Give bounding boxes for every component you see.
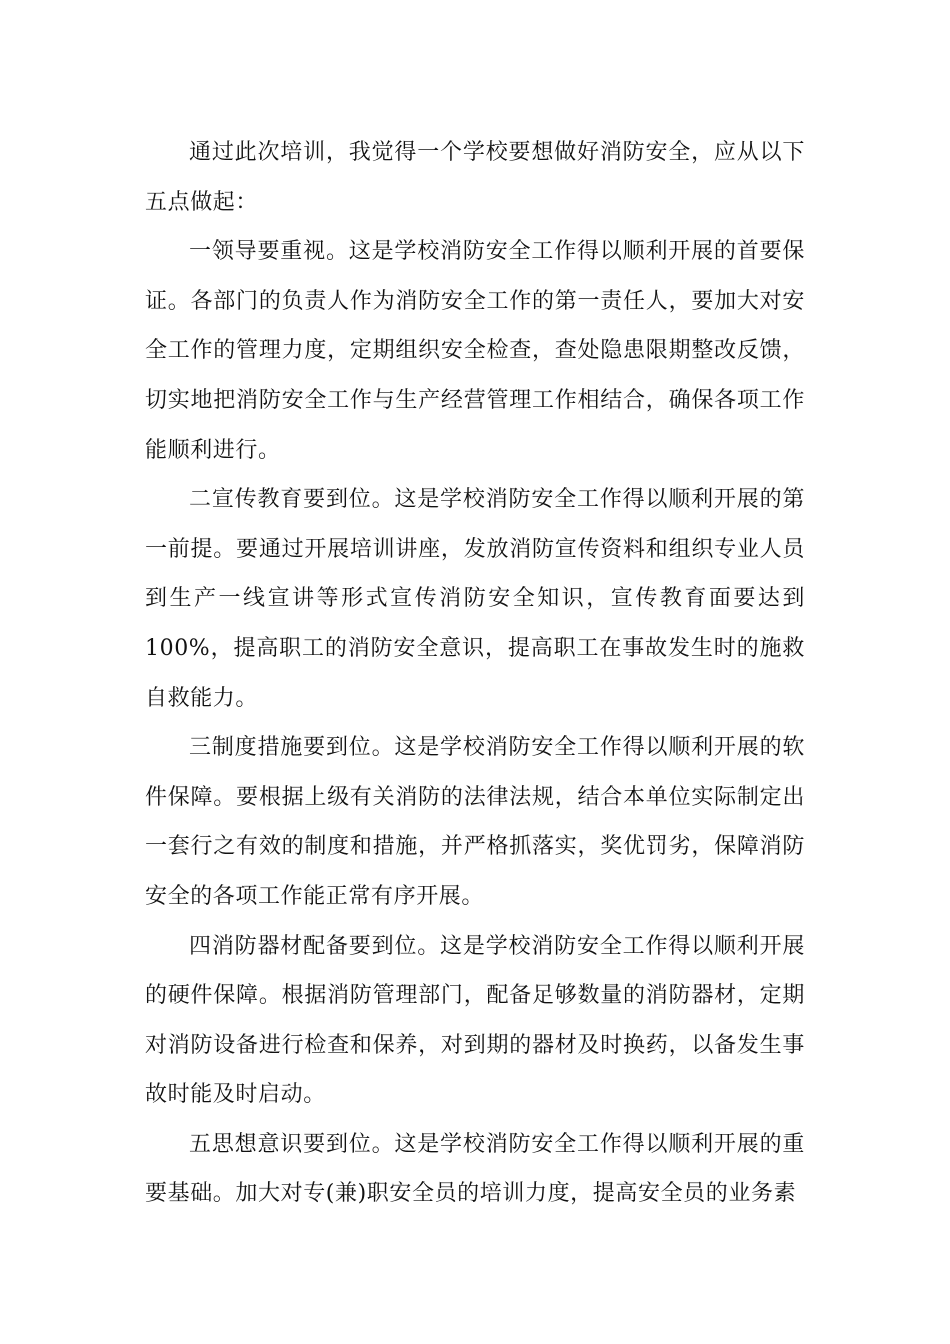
paragraph-point-3: 三制度措施要到位。这是学校消防安全工作得以顺利开展的软件保障。要根据上级有关消防的法律法规，结合本单位实际制定出一套行之有效的制度和措施，并严格抓落实，奖优罚劣，保障消防安全的各项工作能正常有序开展。 [145,735,805,909]
paragraph-intro: 通过此次培训，我觉得一个学校要想做好消防安全，应从以下五点做起： [145,140,805,215]
paragraph-point-4: 四消防器材配备要到位。这是学校消防安全工作得以顺利开展的硬件保障。根据消防管理部门，配备足够数量的消防器材，定期对消防设备进行检查和保养，对到期的器材及时换药，以备发生事故时能及时启动。 [145,933,805,1108]
paragraph-point-2: 二宣传教育要到位。这是学校消防安全工作得以顺利开展的第一前提。要通过开展培训讲座，发放消防宣传资料和组织专业人员到生产一线宣讲等形式宣传消防安全知识，宣传教育面要达到100%，提高职工的消防安全意识，提高职工在事故发生时的施救自救能力。 [145,487,805,711]
paragraph-point-5: 五思想意识要到位。这是学校消防安全工作得以顺利开展的重要基础。加大对专(兼)职安全员的培训力度，提高安全员的业务素 [145,1131,805,1207]
paragraph-point-1: 一领导要重视。这是学校消防安全工作得以顺利开展的首要保证。各部门的负责人作为消防安全工作的第一责任人，要加大对安全工作的管理力度，定期组织安全检查，查处隐患限期整改反馈，切实地把消防安全工作与生产经营管理工作相结合，确保各项工作能顺利进行。 [145,239,805,463]
document-body [145,128,805,1219]
